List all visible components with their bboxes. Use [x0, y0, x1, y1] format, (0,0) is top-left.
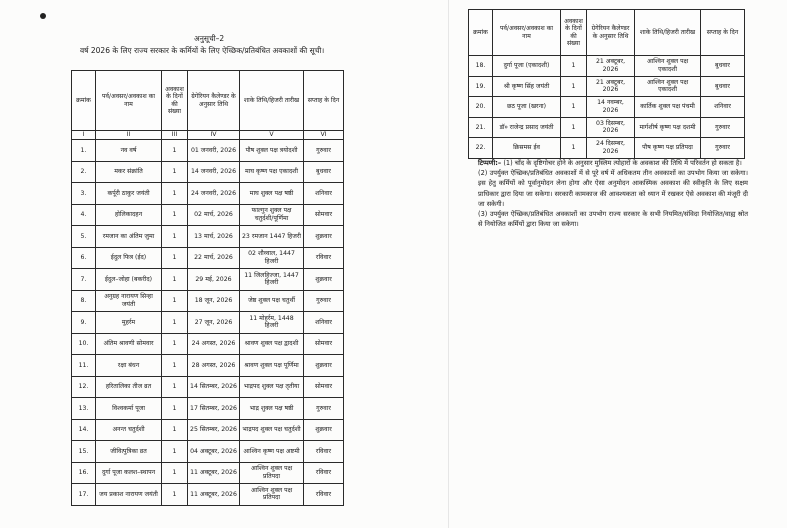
saka-hijri-date-cell: माघ शुक्ल पक्ष षष्ठी — [240, 183, 304, 205]
header-weekday: सप्ताह के दिन — [304, 71, 344, 131]
festival-name-cell: ईदुल फित्र (ईद) — [96, 247, 162, 269]
gregorian-date-cell: 21 अक्टूबर, 2026 — [587, 56, 635, 77]
gregorian-date-cell: 14 नवम्बर, 2026 — [587, 97, 635, 118]
festival-name-cell: अनन्त चतुर्दशी — [96, 419, 162, 441]
header-saka-hijri-date: शाके तिथि/हिजरी तारीख — [635, 10, 701, 56]
saka-hijri-date-cell: 11 मोहर्रम, 1448 हिजरी — [240, 312, 304, 334]
festival-name-cell: दुर्गा पूजा (एकादशी) — [493, 56, 561, 77]
gregorian-date-cell: 18 जून, 2026 — [188, 290, 240, 312]
festival-name-cell: डॉ० राजेन्द्र प्रसाद जयंती — [493, 117, 561, 138]
weekday-cell: शनिवार — [304, 183, 344, 205]
serial-no-cell: 12. — [72, 376, 96, 398]
weekday-cell: शुक्रवार — [304, 226, 344, 248]
weekday-cell: गुरुवार — [701, 138, 745, 159]
saka-hijri-date-cell: 11 जिलहिज्जा, 1447 हिजरी — [240, 269, 304, 291]
gregorian-date-cell: 22 मार्च, 2026 — [188, 247, 240, 269]
festival-name-cell: कर्पूरी ठाकुर जयंती — [96, 183, 162, 205]
saka-hijri-date-cell: मार्गशीर्ष कृष्ण पक्ष दशमी — [635, 117, 701, 138]
saka-hijri-date-cell: पौष शुक्ल पक्ष त्रयोदशी — [240, 140, 304, 162]
day-count-cell: 1 — [162, 183, 188, 205]
table-row — [72, 398, 344, 420]
table-row — [72, 312, 344, 334]
weekday-cell: शुक्रवार — [304, 419, 344, 441]
serial-no-cell: 3. — [72, 183, 96, 205]
gregorian-date-cell: 25 सितम्बर, 2026 — [188, 419, 240, 441]
serial-no-cell: 2. — [72, 161, 96, 183]
table-row — [72, 247, 344, 269]
gregorian-date-cell: 13 मार्च, 2026 — [188, 226, 240, 248]
day-count-cell: 1 — [162, 398, 188, 420]
roman-numeral-row — [72, 131, 344, 140]
weekday-cell: गुरुवार — [304, 140, 344, 162]
page-fold-line — [448, 0, 449, 528]
day-count-cell: 1 — [162, 376, 188, 398]
day-count-cell: 1 — [561, 117, 587, 138]
table-row — [72, 140, 344, 162]
table-row — [469, 117, 745, 138]
table-row — [72, 226, 344, 248]
saka-hijri-date-cell: जेष्ठ शुक्ल पक्ष चतुर्थी — [240, 290, 304, 312]
gregorian-date-cell: 11 अक्टूबर, 2026 — [188, 484, 240, 506]
gregorian-date-cell: 03 दिसम्बर, 2026 — [587, 117, 635, 138]
note-text: (1) चाँद के दृष्टिगोचर होने के अनुसार मुस्लिम त्योहारों के अवकाश की तिथि में परिवर्तन हो सकता है। — [503, 159, 742, 167]
day-count-cell: 1 — [162, 161, 188, 183]
header-gregorian-date: ग्रेगेरियन कैलेण्डर के अनुसार तिथि — [188, 71, 240, 131]
weekday-cell: गुरुवार — [304, 398, 344, 420]
festival-name-cell: होलिकादहन — [96, 204, 162, 226]
roman-numeral: I — [72, 131, 96, 140]
table-row — [72, 441, 344, 463]
table-row — [72, 290, 344, 312]
saka-hijri-date-cell: पौष कृष्ण पक्ष प्रतिपदा — [635, 138, 701, 159]
serial-no-cell: 20. — [469, 97, 493, 118]
festival-name-cell: अनुग्रह नारायण सिन्हा जयंती — [96, 290, 162, 312]
roman-numeral: V — [240, 131, 304, 140]
weekday-cell: गुरुवार — [304, 290, 344, 312]
serial-no-cell: 14. — [72, 419, 96, 441]
weekday-cell: सोमवार — [304, 333, 344, 355]
festival-name-cell: हरितालिका तीज व्रत — [96, 376, 162, 398]
serial-no-cell: 21. — [469, 117, 493, 138]
day-count-cell: 1 — [162, 226, 188, 248]
table-header-row — [469, 10, 745, 56]
header-serial-no: क्रमांक — [469, 10, 493, 56]
festival-name-cell: जीवित्पुत्रिका व्रत — [96, 441, 162, 463]
holiday-table-right — [468, 9, 745, 159]
gregorian-date-cell: 17 सितम्बर, 2026 — [188, 398, 240, 420]
serial-no-cell: 13. — [72, 398, 96, 420]
table-row — [469, 138, 745, 159]
note-item: (2) उपर्युक्त ऐच्छिक/प्रतिबंधित अवकाशों में से पूरे वर्ष में अधिकतम तीन अवकाशों का उपभोग किया जा सकेगा। इस हेतु कर्मियों को पूर्वानुमोदन लेना होगा और ऐसा अनुमोदन आकस्मिक अवकाश की स्वीकृति के लिए सक्षम प्राधिकार द्वारा दिया जा सकेगा। सरकारी कामकाज की आवश्यकता को ध्यान में रखकर ऐसे अवकाश की मंजूरी दी जा सकेगी। — [478, 169, 748, 208]
note-item: (3) उपर्युक्त ऐच्छिक/प्रतिबंधित अवकाशों का उपभोग राज्य सरकार के सभी नियमित/संविदा नियोजित/वाह्य स्रोत से नियोजित कर्मियों द्वारा किया जा सकेगा। — [478, 210, 748, 229]
table-header-row — [72, 71, 344, 131]
saka-hijri-date-cell: आश्विन शुक्ल पक्ष प्रतिपदा — [240, 484, 304, 506]
header-gregorian-date: ग्रेगेरियन कैलेण्डर के अनुसार तिथि — [587, 10, 635, 56]
header-day-count: अवकाश के दिनों की संख्या — [162, 71, 188, 131]
day-count-cell: 1 — [162, 484, 188, 506]
weekday-cell: सोमवार — [304, 204, 344, 226]
festival-name-cell: रमजान का अंतिम जुमा — [96, 226, 162, 248]
gregorian-date-cell: 11 अक्टूबर, 2026 — [188, 462, 240, 484]
gregorian-date-cell: 28 अगस्त, 2026 — [188, 355, 240, 377]
table-row — [72, 269, 344, 291]
serial-no-cell: 6. — [72, 247, 96, 269]
serial-no-cell: 19. — [469, 76, 493, 97]
saka-hijri-date-cell: आश्विन कृष्ण पक्ष अष्टमी — [240, 441, 304, 463]
saka-hijri-date-cell: माघ कृष्ण पक्ष एकादशी — [240, 161, 304, 183]
day-count-cell: 1 — [162, 204, 188, 226]
table-row — [72, 419, 344, 441]
serial-no-cell: 11. — [72, 355, 96, 377]
gregorian-date-cell: 02 मार्च, 2026 — [188, 204, 240, 226]
day-count-cell: 1 — [162, 441, 188, 463]
gregorian-date-cell: 14 जनवरी, 2026 — [188, 161, 240, 183]
festival-name-cell: छठ पूजा (खरना) — [493, 97, 561, 118]
saka-hijri-date-cell: 02 शौव्वाल, 1447 हिजरी — [240, 247, 304, 269]
table-row — [72, 161, 344, 183]
festival-name-cell: मकर संक्रांति — [96, 161, 162, 183]
serial-no-cell: 15. — [72, 441, 96, 463]
gregorian-date-cell: 24 अगस्त, 2026 — [188, 333, 240, 355]
table-row — [72, 484, 344, 506]
serial-no-cell: 10. — [72, 333, 96, 355]
serial-no-cell: 17. — [72, 484, 96, 506]
festival-name-cell: विश्वकर्मा पूजा — [96, 398, 162, 420]
saka-hijri-date-cell: आश्विन शुक्ल पक्ष एकादशी — [635, 76, 701, 97]
serial-no-cell: 4. — [72, 204, 96, 226]
header-saka-hijri-date: शाके तिथि/हिजरी तारीख — [240, 71, 304, 131]
notes-section — [478, 158, 748, 229]
gregorian-date-cell: 24 जनवरी, 2026 — [188, 183, 240, 205]
table-row — [469, 56, 745, 77]
weekday-cell: रविवार — [304, 247, 344, 269]
gregorian-date-cell: 29 मई, 2026 — [188, 269, 240, 291]
festival-name-cell: ईदुल–जोहा (बकरीद) — [96, 269, 162, 291]
header-weekday: सप्ताह के दिन — [701, 10, 745, 56]
gregorian-date-cell: 27 जून, 2026 — [188, 312, 240, 334]
weekday-cell: गुरुवार — [701, 117, 745, 138]
festival-name-cell: जय प्रकाश नारायण जयंती — [96, 484, 162, 506]
holiday-table-left — [71, 70, 344, 506]
weekday-cell: बुधवार — [304, 161, 344, 183]
table-row — [469, 76, 745, 97]
document-title: वर्ष 2026 के लिए राज्य सरकार के कर्मियों के लिए ऐच्छिक/प्रतिबंधित अवकाशों की सूची। — [80, 46, 325, 55]
weekday-cell: शनिवार — [701, 97, 745, 118]
festival-name-cell: श्री कृष्ण सिंह जयंती — [493, 76, 561, 97]
serial-no-cell: 18. — [469, 56, 493, 77]
notes-label: टिप्पणी:– — [478, 159, 502, 167]
table-row — [72, 333, 344, 355]
festival-name-cell: मुहर्रम — [96, 312, 162, 334]
festival-name-cell: अंतिम श्रावणी सोमवार — [96, 333, 162, 355]
roman-numeral: IV — [188, 131, 240, 140]
serial-no-cell: 22. — [469, 138, 493, 159]
day-count-cell: 1 — [162, 312, 188, 334]
gregorian-date-cell: 14 सितम्बर, 2026 — [188, 376, 240, 398]
header-festival-name: पर्व/अवसर/अवकाश का नाम — [493, 10, 561, 56]
table-row — [72, 376, 344, 398]
serial-no-cell: 5. — [72, 226, 96, 248]
weekday-cell: रविवार — [304, 462, 344, 484]
day-count-cell: 1 — [162, 269, 188, 291]
festival-name-cell: दुर्गा पूजा कलश–स्थापन — [96, 462, 162, 484]
saka-hijri-date-cell: कार्तिक शुक्ल पक्ष पंचमी — [635, 97, 701, 118]
serial-no-cell: 9. — [72, 312, 96, 334]
weekday-cell: शुक्रवार — [304, 355, 344, 377]
serial-no-cell: 8. — [72, 290, 96, 312]
saka-hijri-date-cell: भाद्रपद शुक्ल पक्ष तृतीया — [240, 376, 304, 398]
table-row — [72, 183, 344, 205]
day-count-cell: 1 — [162, 462, 188, 484]
saka-hijri-date-cell: भाद्र शुक्ल पक्ष षष्ठी — [240, 398, 304, 420]
day-count-cell: 1 — [561, 76, 587, 97]
annex-label: अनुसूची–2 — [194, 34, 225, 43]
saka-hijri-date-cell: आश्विन शुक्ल पक्ष प्रतिपदा — [240, 462, 304, 484]
day-count-cell: 1 — [162, 140, 188, 162]
day-count-cell: 1 — [162, 355, 188, 377]
saka-hijri-date-cell: भाद्रपद शुक्ल पक्ष चतुर्दशी — [240, 419, 304, 441]
table-row — [72, 204, 344, 226]
header-day-count: अवकाश के दिनों की संख्या — [561, 10, 587, 56]
table-row — [72, 462, 344, 484]
day-count-cell: 1 — [561, 138, 587, 159]
header-serial-no: क्रमांक — [72, 71, 96, 131]
serial-no-cell: 16. — [72, 462, 96, 484]
table-row — [469, 97, 745, 118]
roman-numeral: III — [162, 131, 188, 140]
festival-name-cell: क्रिसमस ईव — [493, 138, 561, 159]
serial-no-cell: 7. — [72, 269, 96, 291]
gregorian-date-cell: 24 दिसम्बर, 2026 — [587, 138, 635, 159]
day-count-cell: 1 — [162, 333, 188, 355]
weekday-cell: शनिवार — [304, 312, 344, 334]
weekday-cell: रविवार — [304, 441, 344, 463]
day-count-cell: 1 — [561, 97, 587, 118]
day-count-cell: 1 — [561, 56, 587, 77]
header-festival-name: पर्व/अवसर/अवकाश का नाम — [96, 71, 162, 131]
gregorian-date-cell: 21 अक्टूबर, 2026 — [587, 76, 635, 97]
weekday-cell: बुधवार — [701, 76, 745, 97]
weekday-cell: बुधवार — [701, 56, 745, 77]
weekday-cell: शुक्रवार — [304, 269, 344, 291]
note-item — [478, 158, 748, 168]
serial-no-cell: 1. — [72, 140, 96, 162]
gregorian-date-cell: 04 अक्टूबर, 2026 — [188, 441, 240, 463]
table-row — [72, 355, 344, 377]
weekday-cell: रविवार — [304, 484, 344, 506]
festival-name-cell: रक्षा बंधन — [96, 355, 162, 377]
saka-hijri-date-cell: श्रावण शुक्ल पक्ष पूर्णिमा — [240, 355, 304, 377]
day-count-cell: 1 — [162, 290, 188, 312]
roman-numeral: II — [96, 131, 162, 140]
saka-hijri-date-cell: 23 रमजान 1447 हिजरी — [240, 226, 304, 248]
punch-hole-mark — [40, 13, 46, 19]
saka-hijri-date-cell: आश्विन शुक्ल पक्ष एकादशी — [635, 56, 701, 77]
festival-name-cell: नव वर्ष — [96, 140, 162, 162]
day-count-cell: 1 — [162, 419, 188, 441]
gregorian-date-cell: 01 जनवरी, 2026 — [188, 140, 240, 162]
weekday-cell: सोमवार — [304, 376, 344, 398]
saka-hijri-date-cell: श्रावण शुक्ल पक्ष द्वादशी — [240, 333, 304, 355]
saka-hijri-date-cell: फाल्गुन शुक्ल पक्ष चतुर्दशी/पूर्णिमा — [240, 204, 304, 226]
day-count-cell: 1 — [162, 247, 188, 269]
roman-numeral: VI — [304, 131, 344, 140]
